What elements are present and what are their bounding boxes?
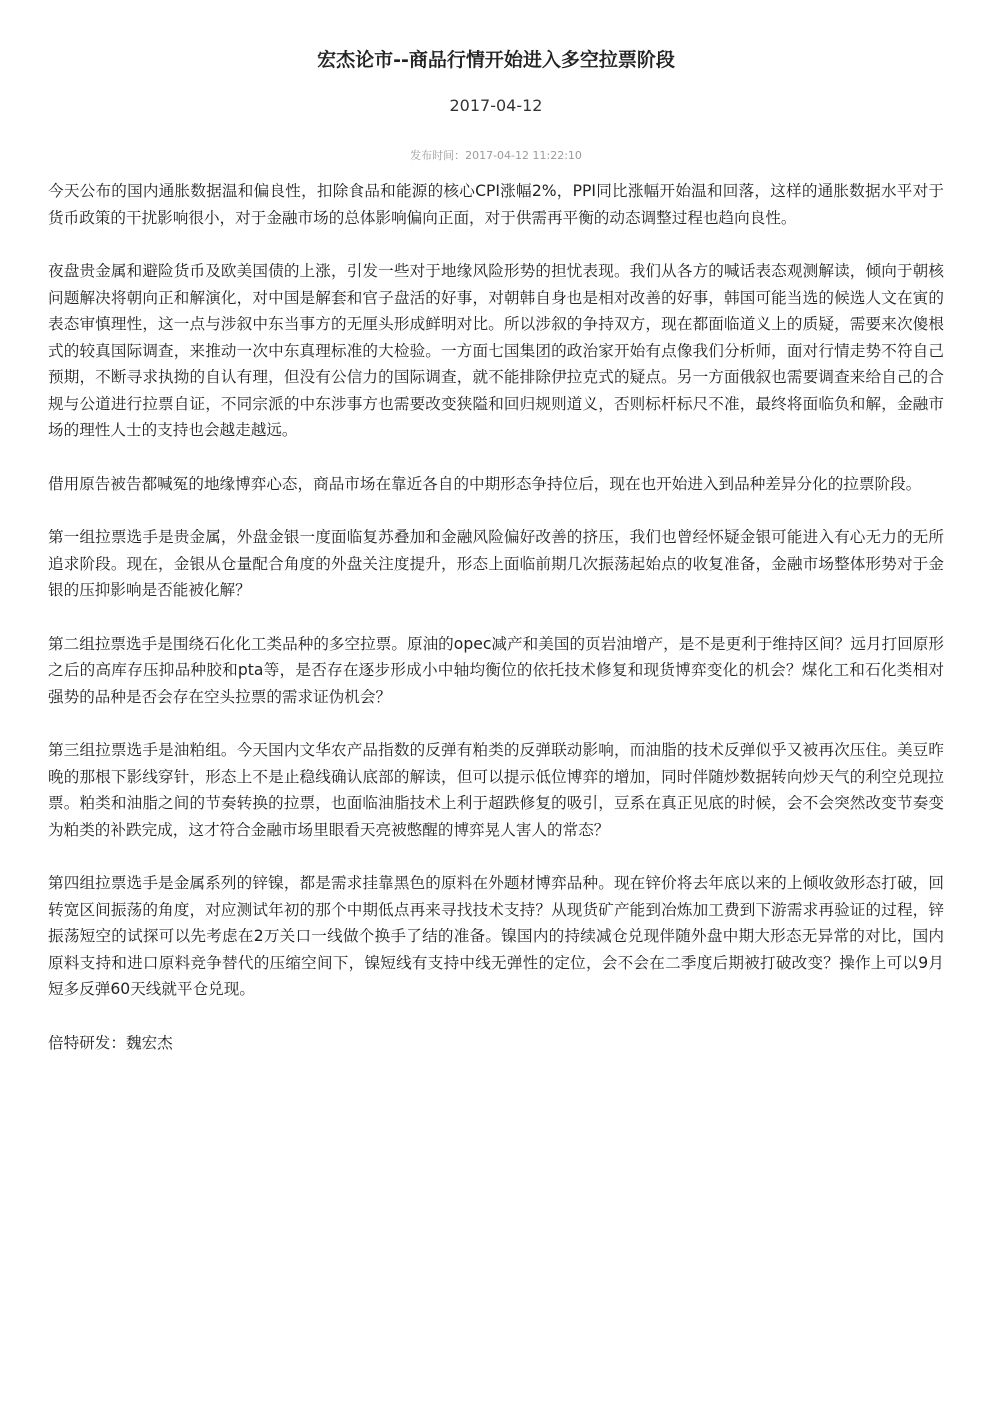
paragraph-commodity-voting: 借用原告被告都喊冤的地缘博弈心态，商品市场在靠近各自的中期形态争持位后，现在也开始进入到品种差异分化的拉票阶段。 (48, 474, 922, 493)
paragraph-inflation: 今天公布的国内通胀数据温和偏良性，扣除食品和能源的核心CPI涨幅2%，PPI同比涨幅开始温和回落，这样的通胀数据水平对于货币政策的干扰影响很小，对于金融市场的总体影响偏向正面，对于供需再平衡的动态调整过程也趋向良性。 (48, 182, 944, 227)
publish-time-line (0, 148, 992, 164)
article-body (48, 178, 944, 1083)
paragraph-group-three-oils-meals: 第三组拉票选手是油粕组。今天国内文华农产品指数的反弹有粕类的反弹联动影响，而油脂的技术反弹似乎又被再次压住。美豆昨晚的那根下影线穿针，形态上不是止稳线确认底部的解读，但可以提示低位博弈的增加，同时伴随炒数据转向炒天气的利空兑现拉票。粕类和油脂之间的节奏转换的拉票，也面临油脂技术上利于超跌修复的吸引，豆系在真正见底的时候，会不会突然改变节奏变为粕类的补跌完成，这才符合金融市场里眼看天亮被憋醒的博弈晃人害人的常态？ (48, 741, 944, 839)
publish-time-label: 发布时间： (410, 149, 466, 162)
paragraph-group-four-zinc-nickel: 第四组拉票选手是金属系列的锌镍，都是需求挂靠黑色的原料在外题材博弈品种。现在锌价将去年底以来的上倾收敛形态打破，回转宽区间振荡的角度，对应测试年初的那个中期低点再来寻找技术支持？从现货矿产能到冶炼加工费到下游需求再验证的过程，锌振荡短空的试探可以先考虑在2万关口一线做个换手了结的准备。镍国内的持续减仓兑现伴随外盘中期大形态无异常的对比，国内原料支持和进口原料竞争替代的压缩空间下，镍短线有支持中线无弹性的定位，会不会在二季度后期被打破改变？操作上可以9月短多反弹60天线就平仓兑现。 (48, 874, 944, 998)
paragraph-geopolitics: 夜盘贵金属和避险货币及欧美国债的上涨，引发一些对于地缘风险形势的担忧表现。我们从各方的喊话表态观测解读，倾向于朝核问题解决将朝向正和解演化，对中国是解套和官子盘活的好事，对朝韩自身也是相对改善的好事，韩国可能当选的候选人文在寅的表态审慎理性，这一点与涉叙中东当事方的无厘头形成鲜明对比。所以涉叙的争持双方，现在都面临道义上的质疑，需要来次傻根式的较真国际调查，来推动一次中东真理标准的大检验。一方面七国集团的政治家开始有点像我们分析师，面对行情走势不符自己预期，不断寻求执拗的自认有理，但没有公信力的国际调查，就不能排除伊拉克式的疑点。另一方面俄叙也需要调查来给自己的合规与公道进行拉票自证，不同宗派的中东涉事方也需要改变狭隘和回归规则道义，否则标杆标尺不准，最终将面临负和解，金融市场的理性人士的支持也会越走越远。 (48, 262, 944, 439)
author-signature: 倍特研发：魏宏杰 (48, 1033, 173, 1052)
article-date: 2017-04-12 (449, 96, 543, 115)
article-title: 宏杰论市--商品行情开始进入多空拉票阶段 (317, 49, 675, 71)
paragraph-group-one-precious-metals: 第一组拉票选手是贵金属，外盘金银一度面临复苏叠加和金融风险偏好改善的挤压，我们也曾经怀疑金银可能进入有心无力的无所追求阶段。现在，金银从仓量配合角度的外盘关注度提升，形态上面临前期几次振荡起始点的收复准备，金融市场整体形势对于金银的压抑影响是否能被化解？ (48, 528, 944, 599)
publish-time-value: 2017-04-12 11:22:10 (465, 149, 582, 162)
paragraph-group-two-petrochemicals: 第二组拉票选手是围绕石化化工类品种的多空拉票。原油的opec减产和美国的页岩油增产，是不是更利于维持区间？远月打回原形之后的高库存压抑品种胶和pta等，是否存在逐步形成小中轴均衡位的依托技术修复和现货博弈变化的机会？煤化工和石化类相对强势的品种是否会存在空头拉票的需求证伪机会？ (48, 634, 944, 706)
